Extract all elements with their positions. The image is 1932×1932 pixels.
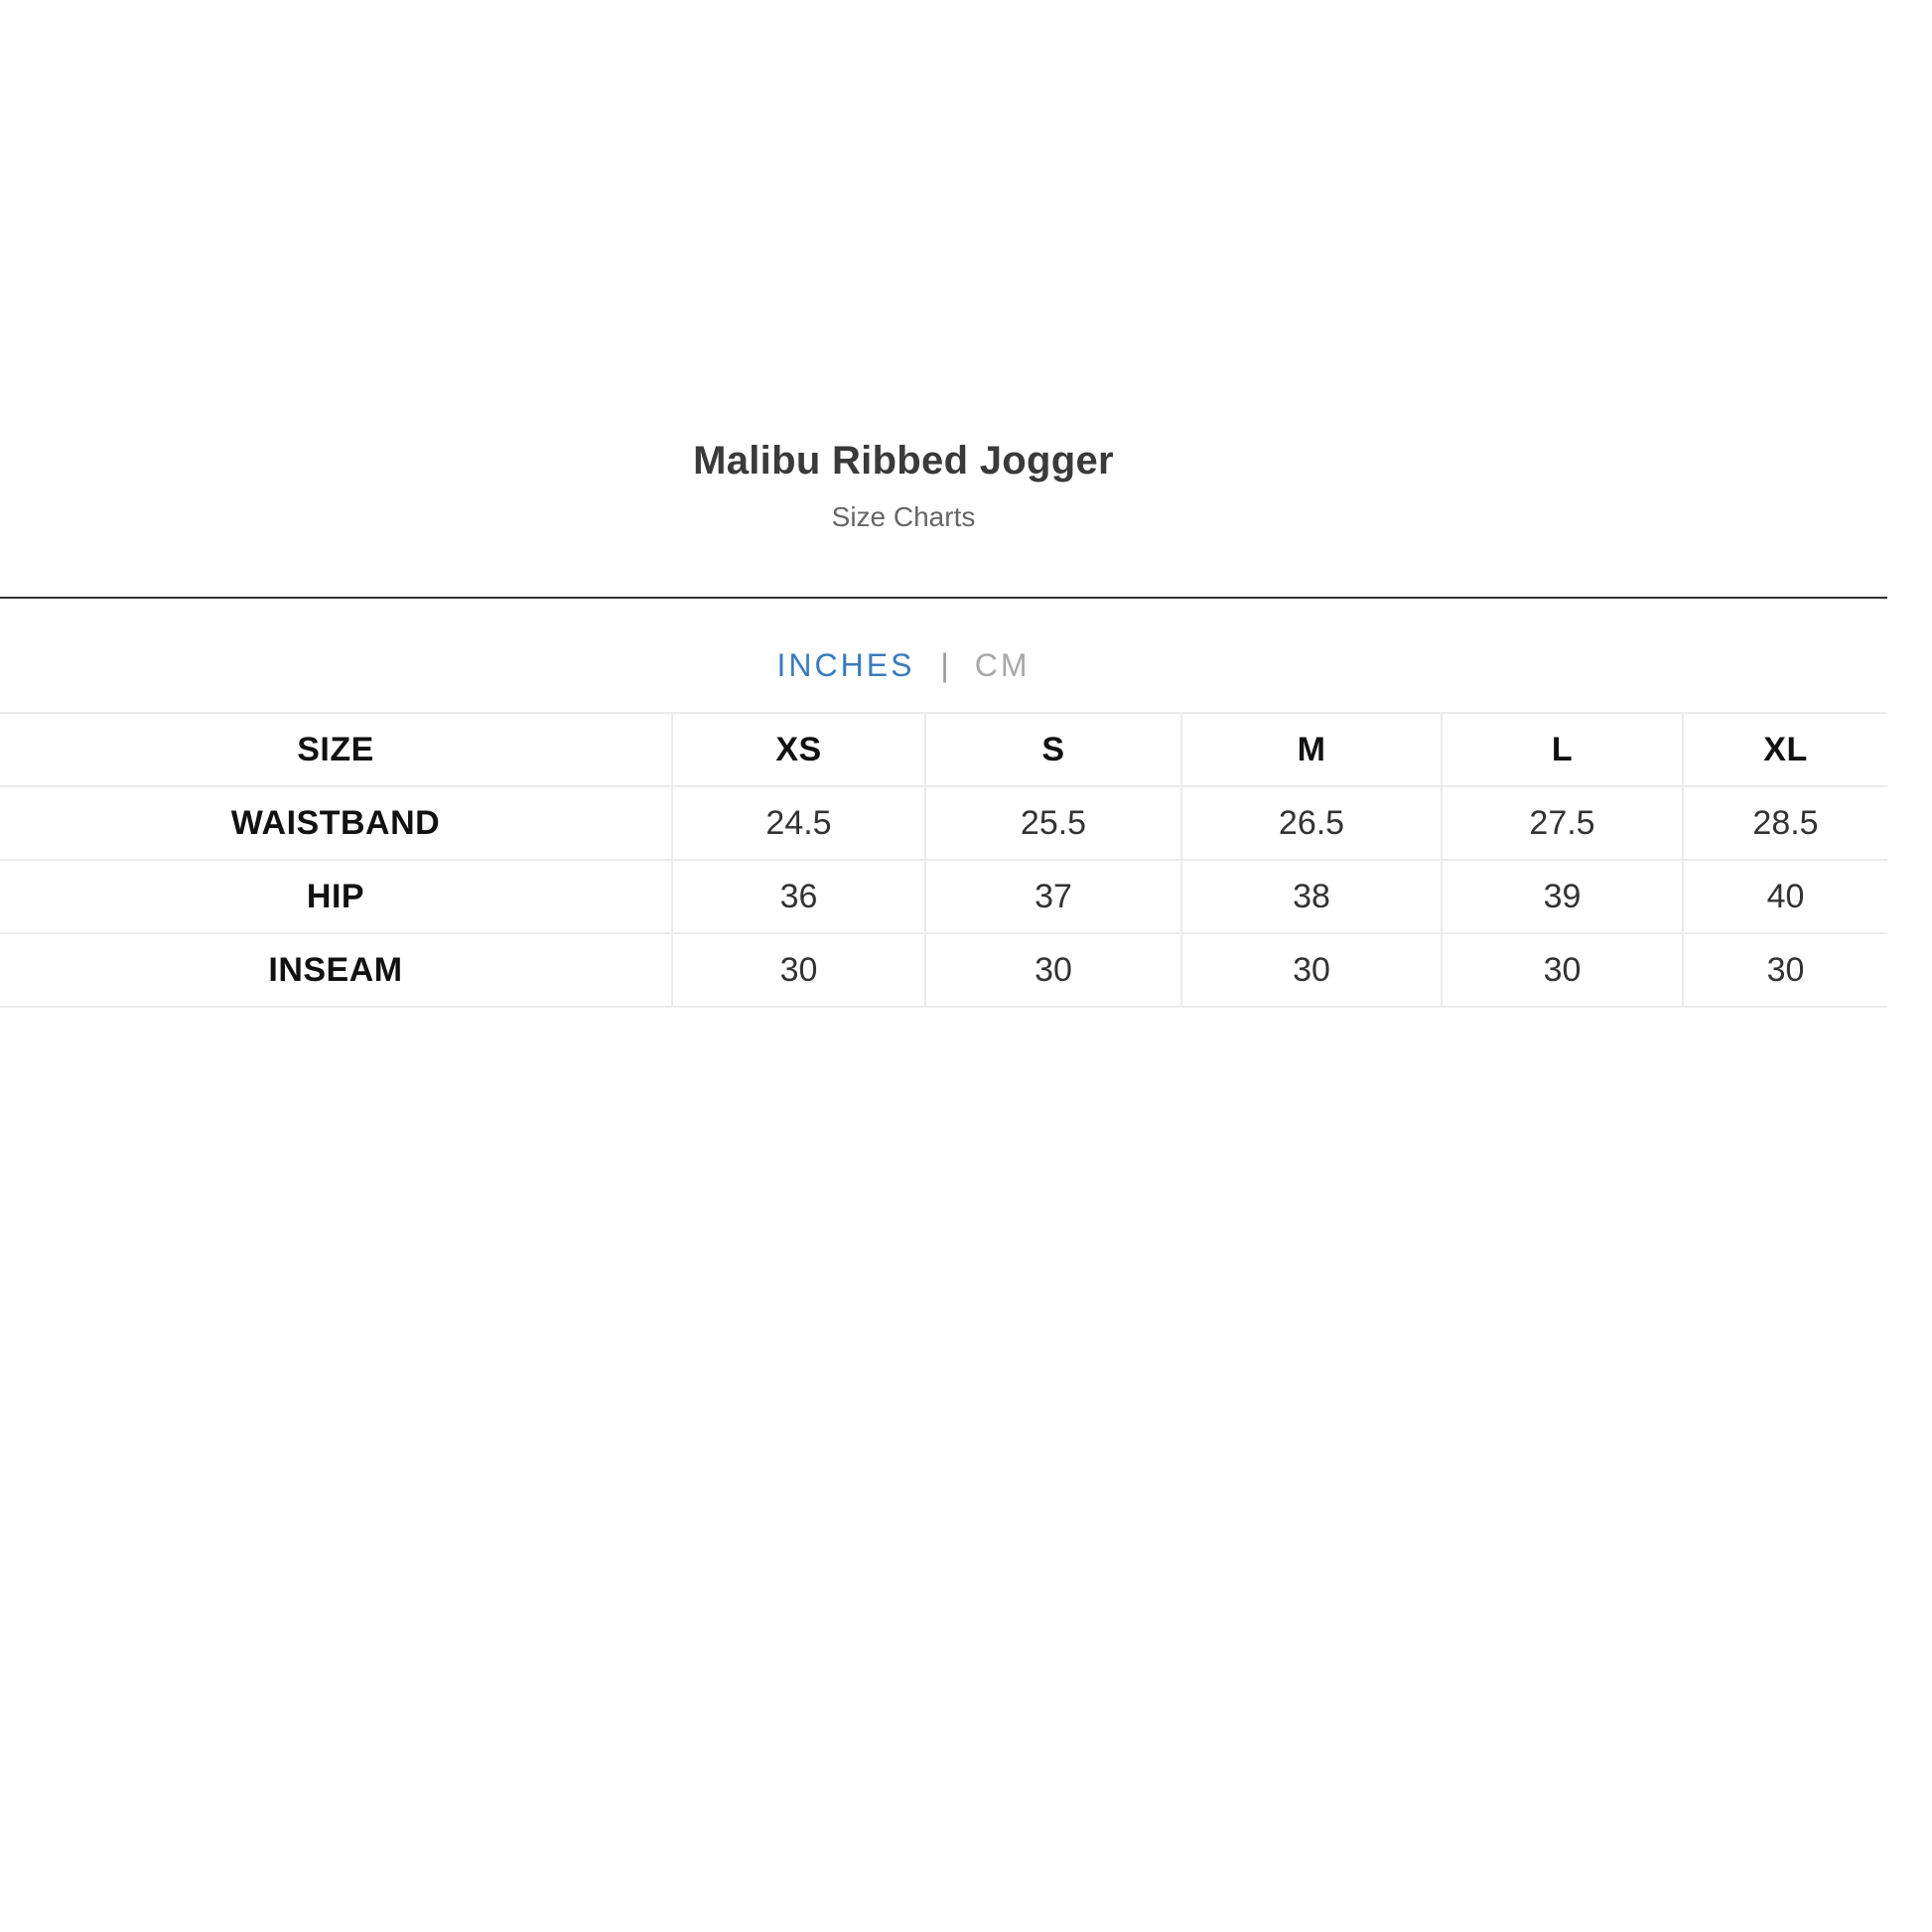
- table-cell: 25.5: [925, 786, 1181, 860]
- table-cell: 30: [925, 933, 1181, 1007]
- table-cell: 38: [1181, 860, 1442, 933]
- table-row-inseam: [0, 933, 1887, 1007]
- unit-separator: |: [940, 647, 949, 683]
- table-cell: 30: [1442, 933, 1683, 1007]
- page-subtitle: Size Charts: [831, 501, 976, 532]
- table-cell: 30: [1181, 933, 1442, 1007]
- table-cell: 37: [925, 860, 1181, 933]
- header-cell-xl: XL: [1683, 713, 1887, 786]
- row-label-hip: HIP: [0, 860, 672, 933]
- size-chart-header: [0, 437, 1807, 534]
- table-cell: 30: [1683, 933, 1887, 1007]
- table-cell: 26.5: [1181, 786, 1442, 860]
- header-cell-s: S: [925, 713, 1181, 786]
- unit-inches-tab[interactable]: INCHES: [776, 647, 915, 683]
- product-title: Malibu Ribbed Jogger: [693, 439, 1114, 483]
- row-label-inseam: INSEAM: [0, 933, 672, 1007]
- table-row-waistband: [0, 786, 1887, 860]
- table-cell: 36: [672, 860, 925, 933]
- unit-cm-tab[interactable]: CM: [974, 647, 1031, 683]
- unit-toggle: [0, 640, 1807, 690]
- size-chart-table: [0, 712, 1887, 1008]
- table-cell: 40: [1683, 860, 1887, 933]
- header-cell-size: SIZE: [0, 713, 672, 786]
- header-cell-xs: XS: [672, 713, 925, 786]
- table-cell: 28.5: [1683, 786, 1887, 860]
- row-label-waistband: WAISTBAND: [0, 786, 672, 860]
- table-cell: 27.5: [1442, 786, 1683, 860]
- table-cell: 24.5: [672, 786, 925, 860]
- table-cell: 39: [1442, 860, 1683, 933]
- table-row-hip: [0, 860, 1887, 933]
- header-cell-l: L: [1442, 713, 1683, 786]
- header-divider: [0, 597, 1887, 599]
- table-cell: 30: [672, 933, 925, 1007]
- table-header-row: [0, 713, 1887, 786]
- header-cell-m: M: [1181, 713, 1442, 786]
